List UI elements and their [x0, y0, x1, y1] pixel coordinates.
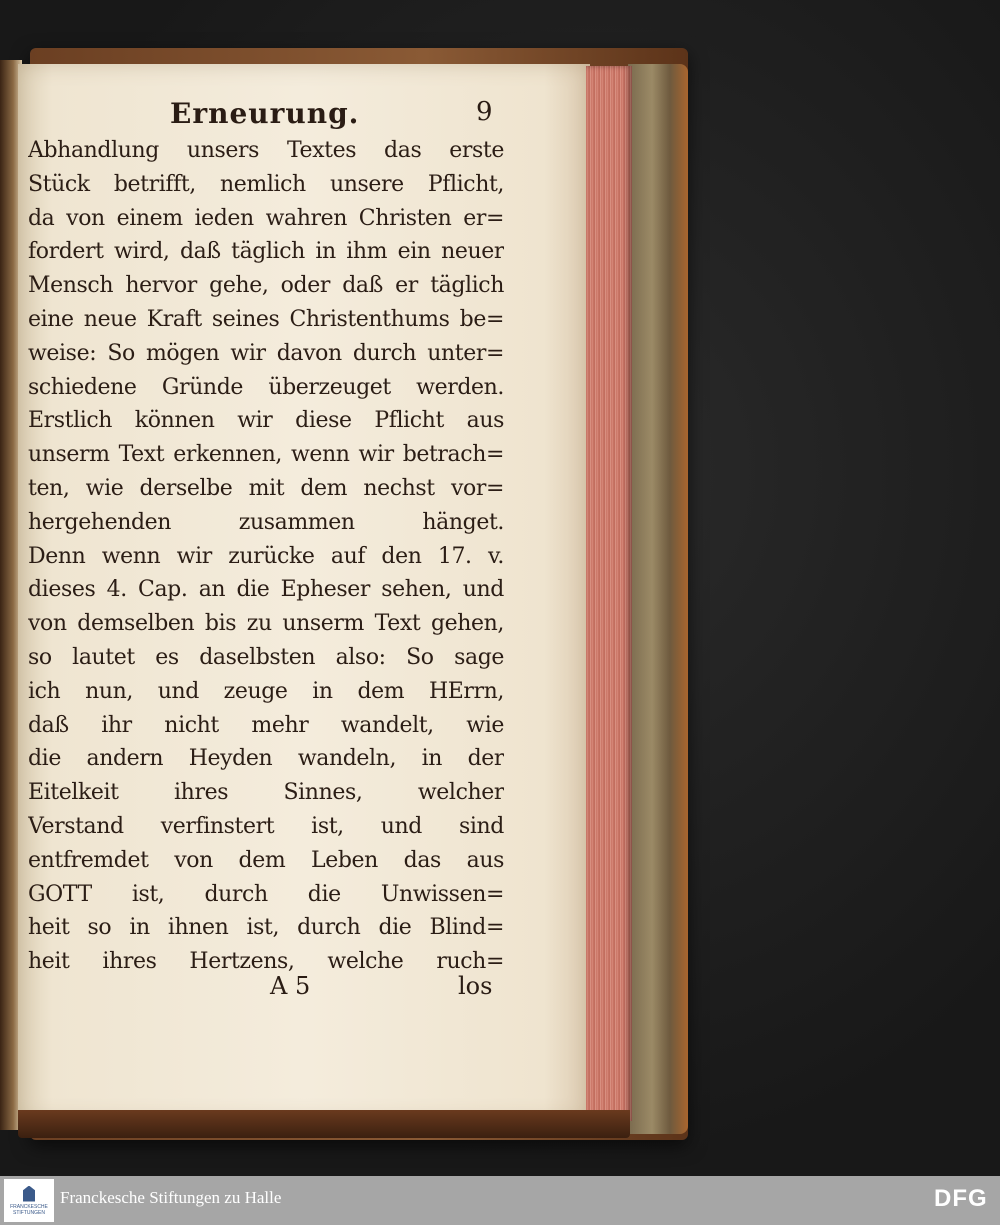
text-line: weise: So mögen wir davon durch unter= — [28, 340, 504, 366]
text-line: eine neue Kraft seines Christenthums be= — [28, 306, 504, 332]
text-line: ich nun, und zeuge in dem HErrn, — [28, 678, 504, 704]
text-line: Abhandlung unsers Textes das erste — [28, 138, 504, 163]
text-line: fordert wird, daß täglich in ihm ein neuer — [28, 239, 504, 265]
text-line: Denn wenn wir zurücke auf den 17. v. — [28, 543, 504, 569]
text-line: Erstlich können wir diese Pflicht aus — [28, 408, 504, 434]
page-text — [28, 134, 504, 979]
text-line: dieses 4. Cap. an die Epheser sehen, und — [28, 577, 504, 603]
text-line: da von einem ieden wahren Christen er= — [28, 205, 504, 231]
text-line: von demselben bis zu unserm Text gehen, — [28, 611, 504, 637]
text-line: Verstand verfinstert ist, und sind — [28, 813, 504, 839]
text-line: heit so in ihnen ist, durch die Blind= — [28, 915, 504, 941]
book-cover-edge — [628, 64, 688, 1134]
text-line: daß ihr nicht mehr wandelt, wie — [28, 712, 504, 738]
logo-text: FRANCKESCHE STIFTUNGEN — [10, 1203, 48, 1216]
text-line: so lautet es daselbsten also: So sage — [28, 644, 504, 670]
signature-mark: A 5 — [270, 972, 311, 1000]
text-line: Eitelkeit ihres Sinnes, welcher — [28, 780, 504, 806]
page-number: 9 — [476, 97, 493, 127]
text-line: GOTT ist, durch die Unwissen= — [28, 881, 504, 907]
text-line: entfremdet von dem Leben das aus — [28, 847, 504, 873]
text-line: heit ihres Hertzens, welche ruch= — [28, 949, 504, 975]
text-line: hergehenden zusammen hänget. — [28, 509, 504, 535]
catchword: los — [458, 972, 493, 1000]
text-line: Mensch hervor gehe, oder daß er täglich — [28, 273, 504, 299]
viewer-footer — [0, 1176, 1000, 1225]
institution-logo[interactable] — [4, 1179, 54, 1222]
building-icon — [23, 1186, 35, 1202]
book-bottom-edge — [18, 1110, 630, 1138]
text-line: unserm Text erkennen, wenn wir betrach= — [28, 442, 504, 468]
institution-name[interactable]: Franckesche Stiftungen zu Halle — [60, 1188, 282, 1207]
running-head: Erneurung. — [170, 97, 360, 130]
text-line: die andern Heyden wandeln, in der — [28, 746, 504, 772]
text-line: schiedene Gründe überzeuget werden. — [28, 374, 504, 400]
text-line: ten, wie derselbe mit dem nechst vor= — [28, 475, 504, 501]
text-line: Stück betrifft, nemlich unsere Pflicht, — [28, 171, 504, 197]
dfg-logo[interactable]: DFG — [934, 1185, 988, 1212]
page-fore-edge — [586, 66, 632, 1121]
